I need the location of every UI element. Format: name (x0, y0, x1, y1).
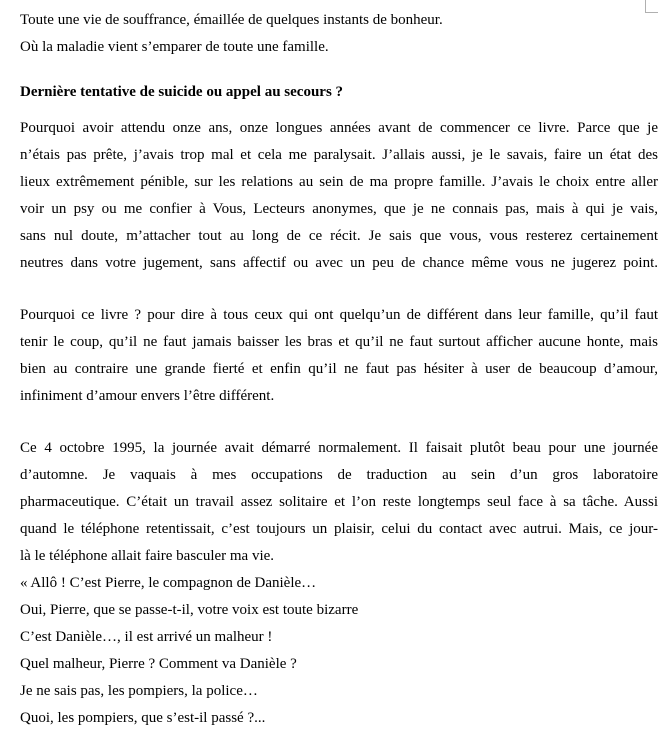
paragraph-3-line: d’automne. Je vaquais à mes occupations de traduction au sein d’un gros laboratoire (20, 467, 658, 483)
paragraph-1-line: lieux extrêmement pénible, sur les relations au sein de ma propre famille. J’avais le choix entre aller (20, 174, 658, 190)
dialogue-line: Oui, Pierre, que se passe-t-il, votre voix est toute bizarre (20, 602, 359, 618)
intro-line-1: Toute une vie de souffrance, émaillée de quelques instants de bonheur. (20, 12, 443, 28)
section-heading: Dernière tentative de suicide ou appel au secours ? (20, 84, 344, 100)
dialogue-line: C’est Danièle…, il est arrivé un malheur ! (20, 629, 273, 645)
intro-line-2: Où la maladie vient s’emparer de toute une famille. (20, 39, 329, 55)
paragraph-1-line: sans nul doute, m’attacher tout au long de ce récit. Je sais que vous, vous resterez certainement (20, 228, 658, 244)
paragraph-1-line: Pourquoi avoir attendu onze ans, onze longues années avant de commencer ce livre. Parce que je (20, 120, 658, 136)
dialogue-line: Je ne sais pas, les pompiers, la police… (20, 683, 258, 699)
paragraph-2-line: tenir le coup, qu’il ne faut jamais baisser les bras et qu’il ne faut surtout afficher aucune honte, mais (20, 334, 658, 350)
paragraph-3-line: pharmaceutique. C’était un travail assez solitaire et l’on reste longtemps seul face à sa tâche. Aussi (20, 494, 658, 510)
paragraph-3-line: là le téléphone allait faire basculer ma vie. (20, 548, 275, 564)
paragraph-2-line: Pourquoi ce livre ? pour dire à tous ceux qui ont quelqu’un de différent dans leur famille, qu’il faut (20, 307, 658, 323)
dialogue-line: « Allô ! C’est Pierre, le compagnon de Danièle… (20, 575, 317, 591)
paragraph-2-line: bien au contraire une grande fierté et enfin qu’il ne faut pas hésiter à user de beaucoup d’amour, (20, 361, 658, 377)
paragraph-3-line: Ce 4 octobre 1995, la journée avait démarré normalement. Il faisait plutôt beau pour une journée (20, 440, 658, 456)
paragraph-1-line: voir un psy ou me confier à Vous, Lecteurs anonymes, que je ne connais pas, mais à qui je vais, (20, 201, 658, 217)
dialogue-line: Quel malheur, Pierre ? Comment va Danièle ? (20, 656, 297, 672)
dialogue-line: Quoi, les pompiers, que s’est-il passé ?... (20, 710, 266, 726)
paragraph-1-line: n’étais pas prête, j’avais trop mal et cela me paralysait. J’allais aussi, je le savais, faire un état des (20, 147, 658, 163)
paragraph-2-line: infiniment d’amour envers l’être différent. (20, 388, 275, 404)
page-corner-mark (645, 0, 658, 13)
paragraph-3-line: quand le téléphone retentissait, c’est toujours un plaisir, celui du contact avec autrui. Mais, ce jour- (20, 521, 658, 537)
paragraph-1-line: neutres dans votre jugement, sans affectif ou avec un peu de chance même vous ne jugerez point. (20, 255, 658, 271)
